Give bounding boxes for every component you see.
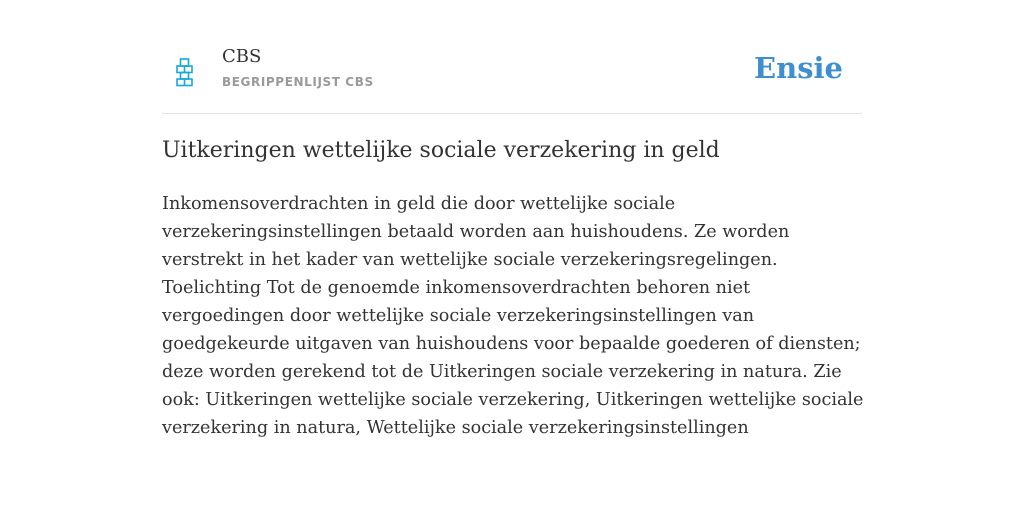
source-subtitle[interactable]: BEGRIPPENLIJST CBS: [222, 75, 374, 89]
source-name[interactable]: CBS: [222, 46, 262, 67]
cbs-logo-icon[interactable]: [174, 56, 198, 88]
definition-card: [162, 0, 864, 438]
card-header: [162, 0, 862, 114]
entry-title: Uitkeringen wettelijke sociale verzekering in geld: [162, 138, 720, 163]
ensie-brand-logo[interactable]: Ensie: [754, 51, 843, 85]
entry-definition: Inkomensoverdrachten in geld die door wettelijke sociale verzekeringsinstellingen betaald worden aan huishoudens. Ze worden verstrekt in het kader van wettelijke sociale verzekeringsregelingen. Toelichting Tot de genoemde inkomensoverdrachten behoren niet vergoedingen door wettelijke sociale verzekeringsinstellingen van goedgekeurde uitgaven van huishoudens voor bepaalde goederen of diensten; deze worden gerekend tot de Uitkeringen sociale verzekering in natura. Zie ook: Uitkeringen wettelijke sociale verzekering, Uitkeringen wettelijke sociale verzekering in natura, Wettelijke sociale verzekeringsinstellingen: [162, 194, 864, 438]
